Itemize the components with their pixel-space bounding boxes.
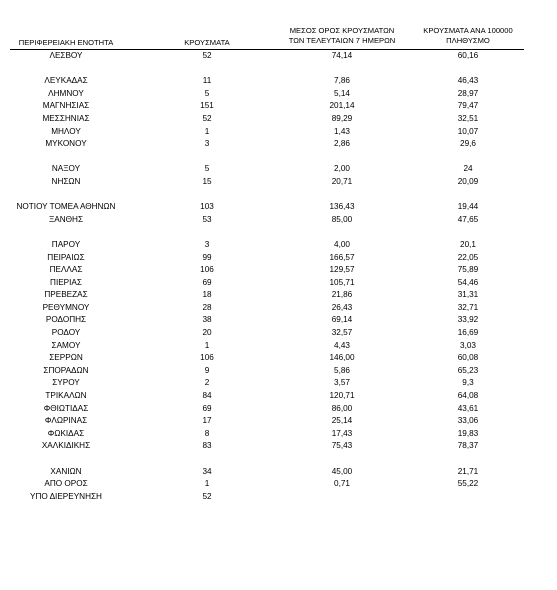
cell-cases: 106 (200, 265, 214, 275)
cell-region: ΦΩΚΙΔΑΣ (47, 428, 85, 438)
cell-per-100k: 54,46 (457, 277, 479, 287)
table-row (0, 277, 557, 290)
cell-avg-7-days: 0,71 (334, 479, 350, 489)
cell-region: ΦΘΙΩΤΙΔΑΣ (43, 403, 89, 413)
header-avg-line2: ΤΩΝ ΤΕΛΕΥΤΑΙΩΝ 7 ΗΜΕΡΩΝ (288, 36, 396, 45)
cell-cases: 15 (202, 176, 212, 186)
table-row (0, 327, 557, 340)
cell-region: ΞΑΝΘΗΣ (48, 214, 84, 224)
cell-cases: 28 (202, 302, 212, 312)
table-row (0, 440, 557, 453)
cell-region: ΣΠΟΡΑΔΩΝ (43, 365, 89, 375)
table-row (0, 340, 557, 353)
cell-avg-7-days: 4,43 (334, 340, 350, 350)
cell-per-100k: 60,16 (457, 51, 479, 60)
header-per-line1: ΚΡΟΥΣΜΑΤΑ ΑΝΑ 100000 (423, 26, 513, 35)
cell-avg-7-days: 86,00 (331, 403, 353, 413)
cell-cases: 34 (202, 466, 212, 476)
cell-cases: 1 (204, 126, 210, 136)
cell-per-100k: 46,43 (457, 76, 479, 86)
cell-region: ΣΕΡΡΩΝ (49, 353, 83, 363)
cell-cases: 69 (202, 403, 212, 413)
cell-per-100k: 32,71 (457, 302, 479, 312)
table-row (0, 113, 557, 126)
cell-region: ΣΥΡΟΥ (52, 378, 80, 388)
cell-cases: 11 (202, 76, 212, 86)
cell-avg-7-days: 129,57 (329, 265, 355, 275)
cell-region: ΥΠΟ ΔΙΕΡΕΥΝΗΣΗ (30, 491, 102, 501)
cell-region: ΠΑΡΟΥ (51, 239, 81, 249)
cell-region: ΠΡΕΒΕΖΑΣ (44, 290, 88, 300)
cell-per-100k: 24 (463, 164, 473, 174)
cell-region: ΡΟΔΟΥ (51, 328, 81, 338)
header-region: ΠΕΡΙΦΕΡΕΙΑΚΗ ΕΝΟΤΗΤΑ (18, 38, 114, 47)
cell-avg-7-days: 4,00 (334, 239, 350, 249)
cell-per-100k: 21,71 (457, 466, 479, 476)
cell-per-100k: 64,08 (457, 391, 479, 401)
cell-per-100k: 79,47 (457, 101, 479, 111)
table-row (0, 491, 557, 504)
cell-cases: 38 (202, 315, 212, 325)
cell-per-100k: 19,44 (457, 202, 479, 212)
cell-avg-7-days: 201,14 (329, 101, 355, 111)
cell-region: ΠΙΕΡΙΑΣ (50, 277, 82, 287)
cell-region: ΜΗΛΟΥ (51, 126, 81, 136)
cell-avg-7-days: 3,57 (334, 378, 350, 388)
table-row (0, 302, 557, 315)
cell-avg-7-days: 26,43 (331, 302, 353, 312)
cell-avg-7-days: 75,43 (331, 441, 353, 451)
cell-region: ΑΠΟ ΟΡΟΣ (44, 479, 88, 489)
cell-avg-7-days: 7,86 (334, 76, 350, 86)
cell-cases: 17 (202, 416, 212, 426)
cell-per-100k: 9,3 (462, 378, 474, 388)
cell-per-100k: 75,89 (457, 265, 479, 275)
table-row (0, 100, 557, 113)
cell-avg-7-days: 32,57 (331, 328, 353, 338)
table-row (0, 352, 557, 365)
table-row (0, 176, 557, 189)
cell-cases: 1 (204, 340, 210, 350)
cell-cases: 106 (200, 353, 214, 363)
cell-avg-7-days: 89,29 (331, 113, 353, 123)
cell-cases: 99 (202, 252, 212, 262)
cell-cases: 1 (204, 479, 210, 489)
cell-region: ΜΥΚΟΝΟΥ (45, 139, 87, 149)
table-row (0, 466, 557, 479)
cell-per-100k: 31,31 (457, 290, 479, 300)
cell-avg-7-days: 25,14 (331, 416, 353, 426)
cell-region: ΣΑΜΟΥ (51, 340, 81, 350)
cell-avg-7-days: 2,00 (334, 164, 350, 174)
cell-cases: 2 (204, 378, 210, 388)
table-row (0, 252, 557, 265)
cell-region: ΤΡΙΚΑΛΩΝ (45, 391, 87, 401)
table-row (0, 289, 557, 302)
cell-per-100k: 28,97 (457, 88, 479, 98)
cell-cases: 20 (202, 328, 212, 338)
cell-per-100k: 20,1 (460, 239, 476, 249)
cell-cases: 18 (202, 290, 212, 300)
cell-per-100k: 20,09 (457, 176, 479, 186)
cell-region: ΛΗΜΝΟΥ (48, 88, 84, 98)
table-row (0, 50, 557, 63)
cell-per-100k: 60,08 (457, 353, 479, 363)
cell-cases: 83 (202, 441, 212, 451)
cell-per-100k: 47,65 (457, 214, 479, 224)
cell-avg-7-days: 5,86 (334, 365, 350, 375)
cell-per-100k: 33,06 (457, 416, 479, 426)
cell-cases: 52 (202, 491, 212, 501)
table-body (0, 50, 557, 503)
cell-avg-7-days: 2,86 (334, 139, 350, 149)
cell-cases: 8 (204, 428, 210, 438)
cell-per-100k: 22,05 (457, 252, 479, 262)
cell-region: ΡΕΘΥΜΝΟΥ (42, 302, 90, 312)
cell-cases: 52 (202, 113, 212, 123)
cell-region: ΠΕΛΛΑΣ (49, 265, 83, 275)
header-avg-7-days (262, 26, 422, 46)
cell-avg-7-days: 21,86 (331, 290, 353, 300)
table-row (0, 201, 557, 214)
cell-per-100k: 65,23 (457, 365, 479, 375)
cell-avg-7-days: 69,14 (331, 315, 353, 325)
cell-region: ΛΕΣΒΟΥ (49, 51, 83, 60)
table-row (0, 138, 557, 151)
cell-per-100k: 78,37 (457, 441, 479, 451)
table-row (0, 214, 557, 227)
cell-region: ΧΑΝΙΩΝ (50, 466, 82, 476)
cell-avg-7-days: 105,71 (329, 277, 355, 287)
header-per-100k (404, 26, 532, 46)
cell-avg-7-days: 166,57 (329, 252, 355, 262)
cell-region: ΝΑΞΟΥ (51, 164, 81, 174)
cell-region: ΝΟΤΙΟΥ ΤΟΜΕΑ ΑΘΗΝΩΝ (16, 202, 116, 212)
cell-region: ΧΑΛΚΙΔΙΚΗΣ (41, 441, 91, 451)
cell-per-100k: 19,83 (457, 428, 479, 438)
cell-avg-7-days: 146,00 (329, 353, 355, 363)
cell-region: ΠΕΙΡΑΙΩΣ (47, 252, 85, 262)
cell-cases: 103 (200, 202, 214, 212)
header-cases: ΚΡΟΥΣΜΑΤΑ (184, 38, 230, 47)
table-row (0, 365, 557, 378)
table-row (0, 126, 557, 139)
table-row (0, 163, 557, 176)
cell-cases: 151 (200, 101, 214, 111)
cell-per-100k: 43,61 (457, 403, 479, 413)
table-row (0, 264, 557, 277)
table-row (0, 75, 557, 88)
cell-cases: 5 (204, 88, 210, 98)
cell-per-100k: 55,22 (457, 479, 479, 489)
table-row (0, 314, 557, 327)
cell-region: ΜΑΓΝΗΣΙΑΣ (42, 101, 90, 111)
cell-cases: 3 (204, 239, 210, 249)
cell-avg-7-days: 17,43 (331, 428, 353, 438)
cell-per-100k: 16,69 (457, 328, 479, 338)
cell-cases: 3 (204, 139, 210, 149)
cell-cases: 5 (204, 164, 210, 174)
header-avg-line1: ΜΕΣΟΣ ΟΡΟΣ ΚΡΟΥΣΜΑΤΩΝ (289, 26, 395, 35)
cell-per-100k: 32,51 (457, 113, 479, 123)
cell-cases: 69 (202, 277, 212, 287)
cell-region: ΝΗΣΩΝ (51, 176, 81, 186)
cell-per-100k: 10,07 (457, 126, 479, 136)
table-row (0, 415, 557, 428)
cell-avg-7-days: 20,71 (331, 176, 353, 186)
cell-cases: 9 (204, 365, 210, 375)
cell-region: ΦΛΩΡΙΝΑΣ (44, 416, 88, 426)
table-row (0, 390, 557, 403)
cell-avg-7-days: 136,43 (329, 202, 355, 212)
cell-per-100k: 3,03 (460, 340, 476, 350)
cell-region: ΜΕΣΣΗΝΙΑΣ (42, 113, 90, 123)
cell-per-100k: 33,92 (457, 315, 479, 325)
table-row (0, 478, 557, 491)
cell-avg-7-days: 1,43 (334, 126, 350, 136)
table-row (0, 239, 557, 252)
cell-region: ΡΟΔΟΠΗΣ (45, 315, 87, 325)
cell-region: ΛΕΥΚΑΔΑΣ (44, 76, 88, 86)
cell-avg-7-days: 45,00 (331, 466, 353, 476)
cell-per-100k: 29,6 (460, 139, 476, 149)
table-row (0, 403, 557, 416)
cell-avg-7-days: 5,14 (334, 88, 350, 98)
table-row (0, 428, 557, 441)
header-per-line2: ΠΛΗΘΥΣΜΟ (446, 36, 490, 45)
cell-cases: 53 (202, 214, 212, 224)
table-row (0, 377, 557, 390)
cell-avg-7-days: 85,00 (331, 214, 353, 224)
cell-cases: 84 (202, 391, 212, 401)
table-row (0, 88, 557, 101)
cell-avg-7-days: 74,14 (331, 51, 353, 60)
cell-avg-7-days: 120,71 (329, 391, 355, 401)
cell-cases: 52 (202, 51, 212, 60)
